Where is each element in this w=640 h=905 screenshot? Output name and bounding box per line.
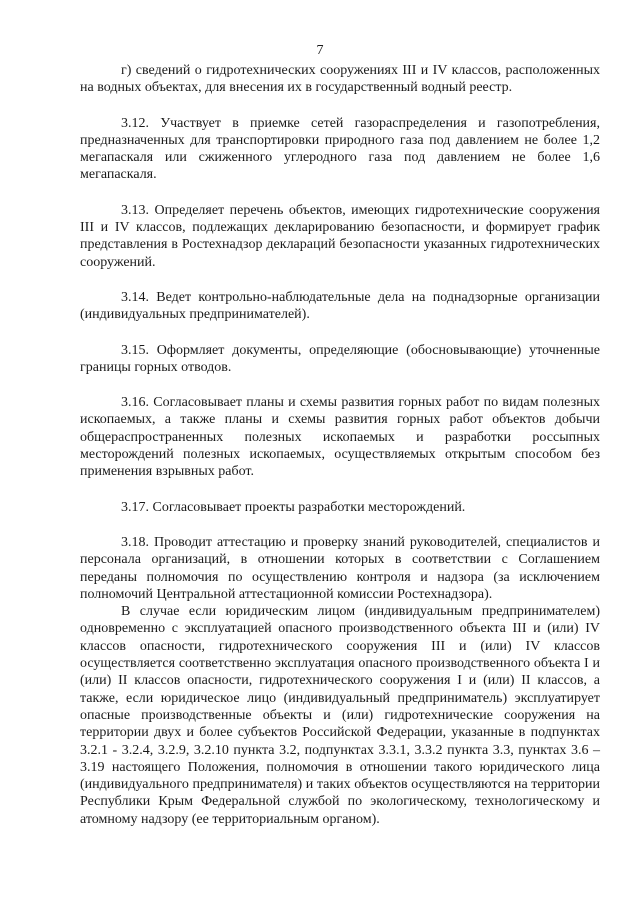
page-number: 7 xyxy=(316,43,324,58)
document-body xyxy=(80,62,600,828)
paragraph-item-g: г) сведений о гидротехнических сооружениях III и IV классов, расположенных на водных объектах, для внесения их в государственный водный реестр. xyxy=(80,63,600,96)
paragraph-3-17: 3.17. Согласовывает проекты разработки месторождений. xyxy=(121,499,466,515)
paragraph-3-13: 3.13. Определяет перечень объектов, имеющих гидротехнические сооружения III и IV классов, подлежащих декларированию безопасности, и формирует график представления в Ростехнадзор деклараций безопасности указанных гидротехнических сооружений. xyxy=(80,202,600,270)
paragraph-3-16: 3.16. Согласовывает планы и схемы развития горных работ по видам полезных ископаемых, а также планы и схемы развития горных работ объектов добычи общераспространенных полезных ископаемых и разработки россыпных месторождений полезных ископаемых, осуществляемых открытым способом без применения взрывных работ. xyxy=(80,395,600,480)
paragraph-3-18: 3.18. Проводит аттестацию и проверку знаний руководителей, специалистов и персонала организаций, в отношении которых в соответствии с Соглашением переданы полномочия по осуществлению контроля и надзора (за исключением полномочий Центральной аттестационной комиссии Ростехнадзора). xyxy=(80,534,600,602)
paragraph-3-15: 3.15. Оформляет документы, определяющие (обосновывающие) уточненные границы горных отводов. xyxy=(80,342,600,375)
paragraph-3-18-continuation: В случае если юридическим лицом (индивидуальным предпринимателем) одновременно с эксплуатацией опасного производственного объекта III и (или) IV классов опасности, гидротехнического сооружения III и (или) IV классов осуществляется соответственно эксплуатация опасного производственного объекта I и (или) II классов опасности, гидротехнического сооружения I и (или) II классов, а также, если юридическое лицо (индивидуальный предприниматель) эксплуатирует опасные производственные объекты и (или) гидротехнические сооружения на территории двух и более субъектов Российской Федерации, указанные в подпунктах 3.2.1 - 3.2.4, 3.2.9, 3.2.10 пункта 3.2, подпунктах 3.3.1, 3.3.2 пункта 3.3, пунктах 3.6 – 3.19 настоящего Положения, полномочия в отношении такого юридического лица (индивидуального предпринимателя) и таких объектов осуществляются на территории Республики Крым Федеральной службой по экологическому, технологическому и атомному надзору (ее территориальным органом). xyxy=(80,604,600,827)
paragraph-3-14: 3.14. Ведет контрольно-наблюдательные дела на поднадзорные организации (индивидуальных предпринимателей). xyxy=(80,289,600,323)
paragraph-3-12: 3.12. Участвует в приемке сетей газораспределения и газопотребления, предназначенных для транспортировки природного газа под давлением не более 1,2 мегапаскаля или сжиженного углеродного газа под давлением не более 1,6 мегапаскаля. xyxy=(80,115,600,183)
